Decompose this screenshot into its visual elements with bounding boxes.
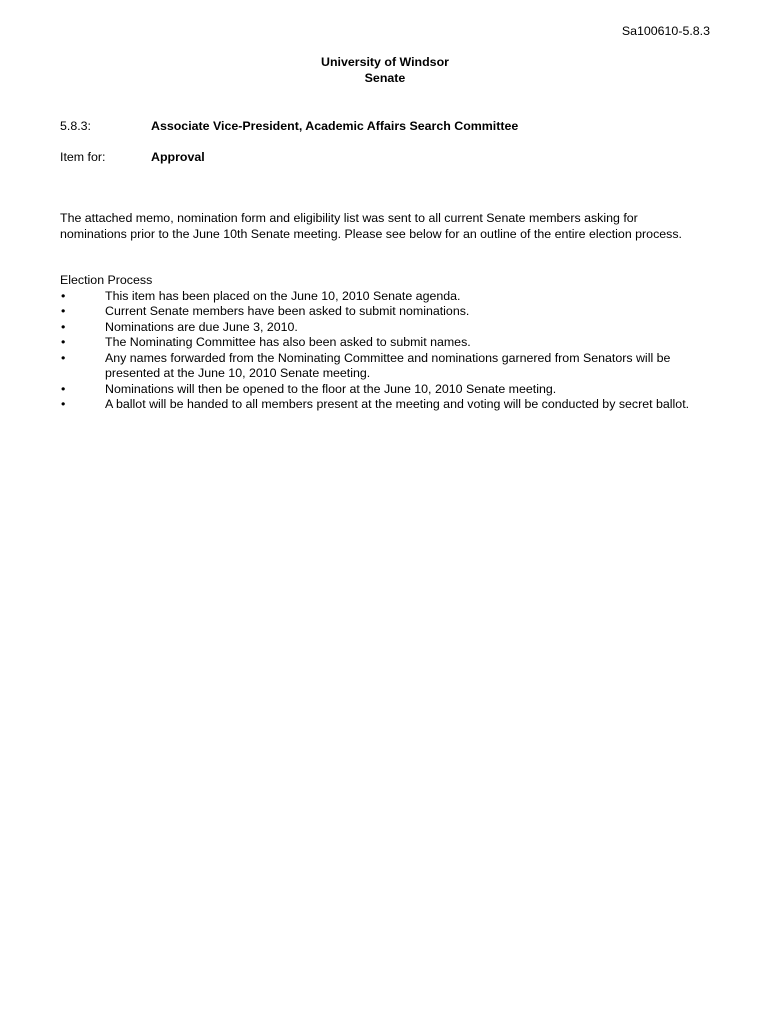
list-item [60, 304, 720, 320]
bullet-icon: • [61, 335, 66, 349]
election-process-title: Election Process [60, 273, 153, 287]
election-process-list [60, 289, 720, 413]
document-header [0, 55, 770, 86]
bullet-icon: • [61, 397, 66, 411]
list-item [60, 289, 720, 305]
item-for-label: Item for: [60, 150, 106, 164]
item-for-row [60, 149, 205, 165]
bullet-icon: • [61, 350, 66, 365]
election-process-section [60, 273, 720, 413]
list-item-text: Nominations are due June 3, 2010. [105, 319, 298, 334]
item-number-label: 5.8.3: [60, 119, 92, 133]
bullet-icon: • [61, 288, 66, 303]
list-item-text: Nominations will then be opened to the floor at the June 10, 2010 Senate meeting. [105, 381, 557, 396]
list-item-text: This item has been placed on the June 10, 2010 Senate agenda. [105, 288, 461, 303]
list-item-text: A ballot will be handed to all members present at the meeting and voting will be conducted by secret ballot. [105, 397, 690, 411]
governing-body: Senate [364, 70, 406, 85]
list-item [60, 382, 720, 398]
list-item-text: Current Senate members have been asked to submit nominations. [105, 304, 470, 318]
list-item-text: The Nominating Committee has also been asked to submit names. [105, 335, 471, 349]
list-item [60, 335, 720, 351]
item-number-row [60, 118, 518, 134]
list-item [60, 351, 720, 382]
list-item [60, 397, 720, 413]
bullet-icon: • [61, 319, 66, 334]
institution-name: University of Windsor [321, 55, 449, 69]
item-for-value: Approval [151, 150, 205, 164]
bullet-icon: • [61, 381, 66, 396]
document-id: Sa100610-5.8.3 [621, 24, 710, 38]
bullet-icon: • [61, 304, 66, 318]
list-item-text: Any names forwarded from the Nominating Committee and nominations garnered from Senators will be presented at the June 10, 2010 Senate meeting. [105, 350, 671, 380]
intro-paragraph: The attached memo, nomination form and eligibility list was sent to all current Senate members asking for nominations prior to the June 10th Senate meeting. Please see below for an outline of the entire election process. [60, 211, 682, 241]
item-title: Associate Vice-President, Academic Affairs Search Committee [151, 119, 519, 133]
list-item [60, 320, 720, 336]
